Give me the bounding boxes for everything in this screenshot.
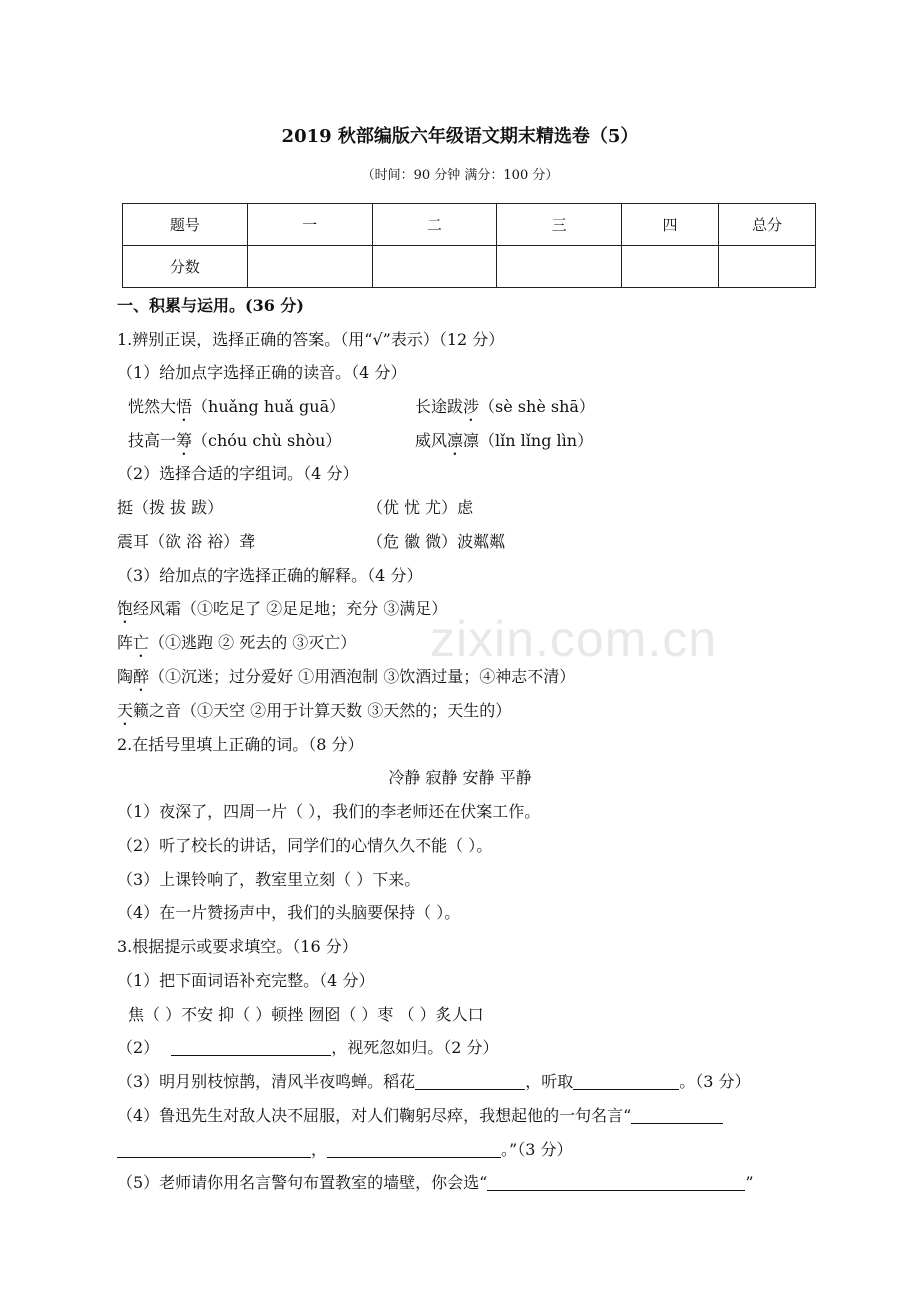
sub-question: （1）把下面词语补充完整。（4 分） (117, 971, 375, 990)
item-options: （lǐn lǐng lìn） (479, 431, 594, 450)
dotted-char: 筹 (176, 431, 193, 450)
line-text: （5）老师请你用名言警句布置教室的墙壁，你会选“ (117, 1173, 488, 1192)
score-input-cell[interactable] (719, 246, 816, 288)
page-subtitle: （时间：90 分钟 满分：100 分） (361, 168, 559, 183)
item-word: 恍然大 (128, 397, 177, 416)
choice-item: （优 忧 尤）虑 (367, 498, 474, 517)
line-text: 。（3 分） (679, 1072, 751, 1091)
answer-blank[interactable] (415, 1072, 525, 1090)
item-word: 陶 (117, 667, 134, 686)
item-word: 威风 (415, 431, 448, 450)
fill-blank-line[interactable]: （3）上课铃响了，教室里立刻（ ）下来。 (117, 870, 421, 889)
line-text: ” (745, 1173, 754, 1192)
score-cell: 二 (372, 204, 497, 246)
answer-blank[interactable] (171, 1038, 331, 1056)
dotted-char: 天 (117, 701, 134, 720)
fill-blank-line (117, 1038, 498, 1058)
item-word: 阵 (117, 633, 134, 652)
line-text: （3）明月别枝惊鹊，清风半夜鸣蝉。稻花 (117, 1072, 416, 1091)
answer-blank[interactable] (117, 1140, 311, 1158)
line-label: （2） (117, 1038, 160, 1057)
dotted-char: 饱 (117, 599, 134, 618)
dotted-char: 醉 (133, 667, 150, 686)
score-cell: 四 (622, 204, 719, 246)
meaning-item (117, 599, 447, 627)
pinyin-item (415, 397, 595, 425)
item-options: （①沉迷；过分爱好 ①用酒泡制 ③饮酒过量；④神志不清） (149, 667, 576, 686)
score-table (122, 203, 816, 288)
item-options: 经风霜（①吃足了 ②足足地；充分 ③满足） (133, 599, 448, 618)
meaning-item (117, 633, 356, 661)
score-cell: 三 (497, 204, 622, 246)
item-options: （huǎng huǎ guā） (192, 397, 346, 416)
score-cell: 题号 (123, 204, 248, 246)
item-options: 籁之音（①天空 ②用于计算天数 ③天然的；天生的） (133, 701, 512, 720)
score-table-score-row (123, 246, 816, 288)
line-text: ， (311, 1140, 328, 1159)
fill-blank-line (117, 1072, 750, 1092)
dotted-char: 悟 (176, 397, 193, 416)
word-bank: 冷静 寂静 安静 平静 (388, 768, 532, 787)
page-title: 2019 秋部编版六年级语文期末精选卷（5） (281, 126, 639, 147)
dotted-char: 凛 (447, 431, 464, 450)
score-cell: 一 (247, 204, 372, 246)
watermark: zixin.com.cn (430, 611, 718, 667)
score-table-header-row (123, 204, 816, 246)
answer-blank[interactable] (573, 1072, 679, 1090)
choice-item: 挺（拨 拔 跋） (117, 498, 224, 517)
item-word: 长途跋 (415, 397, 464, 416)
item-options: （chóu chù shòu） (192, 431, 342, 450)
fill-blank-line[interactable]: （4）在一片赞扬声中，我们的头脑要保持（ ）。 (117, 903, 461, 922)
item-word: 凛 (463, 431, 480, 450)
dotted-char: 亡 (133, 633, 150, 652)
score-input-cell[interactable] (497, 246, 622, 288)
choice-item: （危 徽 微）波粼粼 (367, 532, 506, 551)
pinyin-item (128, 397, 345, 425)
line-text: ，视死忽如归。（2 分） (331, 1038, 499, 1057)
score-cell: 分数 (123, 246, 248, 288)
question-stem: 2.在括号里填上正确的词。（8 分） (117, 735, 364, 754)
answer-blank[interactable] (327, 1140, 501, 1158)
question-stem: 1.辨别正误，选择正确的答案。（用“√”表示）（12 分） (117, 330, 505, 349)
idiom-completion[interactable]: 焦（ ）不安 抑（ ）顿挫 囫囵（ ）枣 （ ）炙人口 (128, 1005, 484, 1024)
sub-question: （1）给加点字选择正确的读音。（4 分） (117, 363, 407, 382)
choice-item: 震耳（欲 浴 裕）聋 (117, 532, 256, 551)
answer-blank[interactable] (487, 1173, 745, 1191)
score-cell: 总分 (719, 204, 816, 246)
fill-blank-line (117, 1140, 572, 1160)
line-text: 。”（3 分） (501, 1140, 573, 1159)
question-stem: 3.根据提示或要求填空。（16 分） (117, 937, 358, 956)
fill-blank-line[interactable]: （1）夜深了，四周一片（ ），我们的李老师还在伏案工作。 (117, 802, 541, 821)
line-text: ，听取 (525, 1072, 574, 1091)
pinyin-item (415, 431, 593, 459)
sub-question: （3）给加点的字选择正确的解释。（4 分） (117, 566, 423, 585)
score-input-cell[interactable] (372, 246, 497, 288)
item-word: 技高一 (128, 431, 177, 450)
line-text: （4）鲁迅先生对敌人决不屈服，对人们鞠躬尽瘁，我想起他的一句名言“ (117, 1106, 632, 1125)
meaning-item (117, 701, 511, 729)
section-heading: 一、积累与运用。(36 分) (117, 296, 304, 315)
fill-blank-line (117, 1173, 754, 1193)
pinyin-item (128, 431, 341, 459)
answer-blank[interactable] (631, 1106, 723, 1124)
item-options: （sè shè shā） (479, 397, 595, 416)
fill-blank-line[interactable]: （2）听了校长的讲话，同学们的心情久久不能（ ）。 (117, 836, 493, 855)
dotted-char: 涉 (463, 397, 480, 416)
item-options: （①逃跑 ② 死去的 ③灭亡） (149, 633, 357, 652)
score-input-cell[interactable] (622, 246, 719, 288)
score-input-cell[interactable] (247, 246, 372, 288)
sub-question: （2）选择合适的字组词。（4 分） (117, 464, 359, 483)
meaning-item (117, 667, 575, 695)
fill-blank-line (117, 1106, 723, 1126)
